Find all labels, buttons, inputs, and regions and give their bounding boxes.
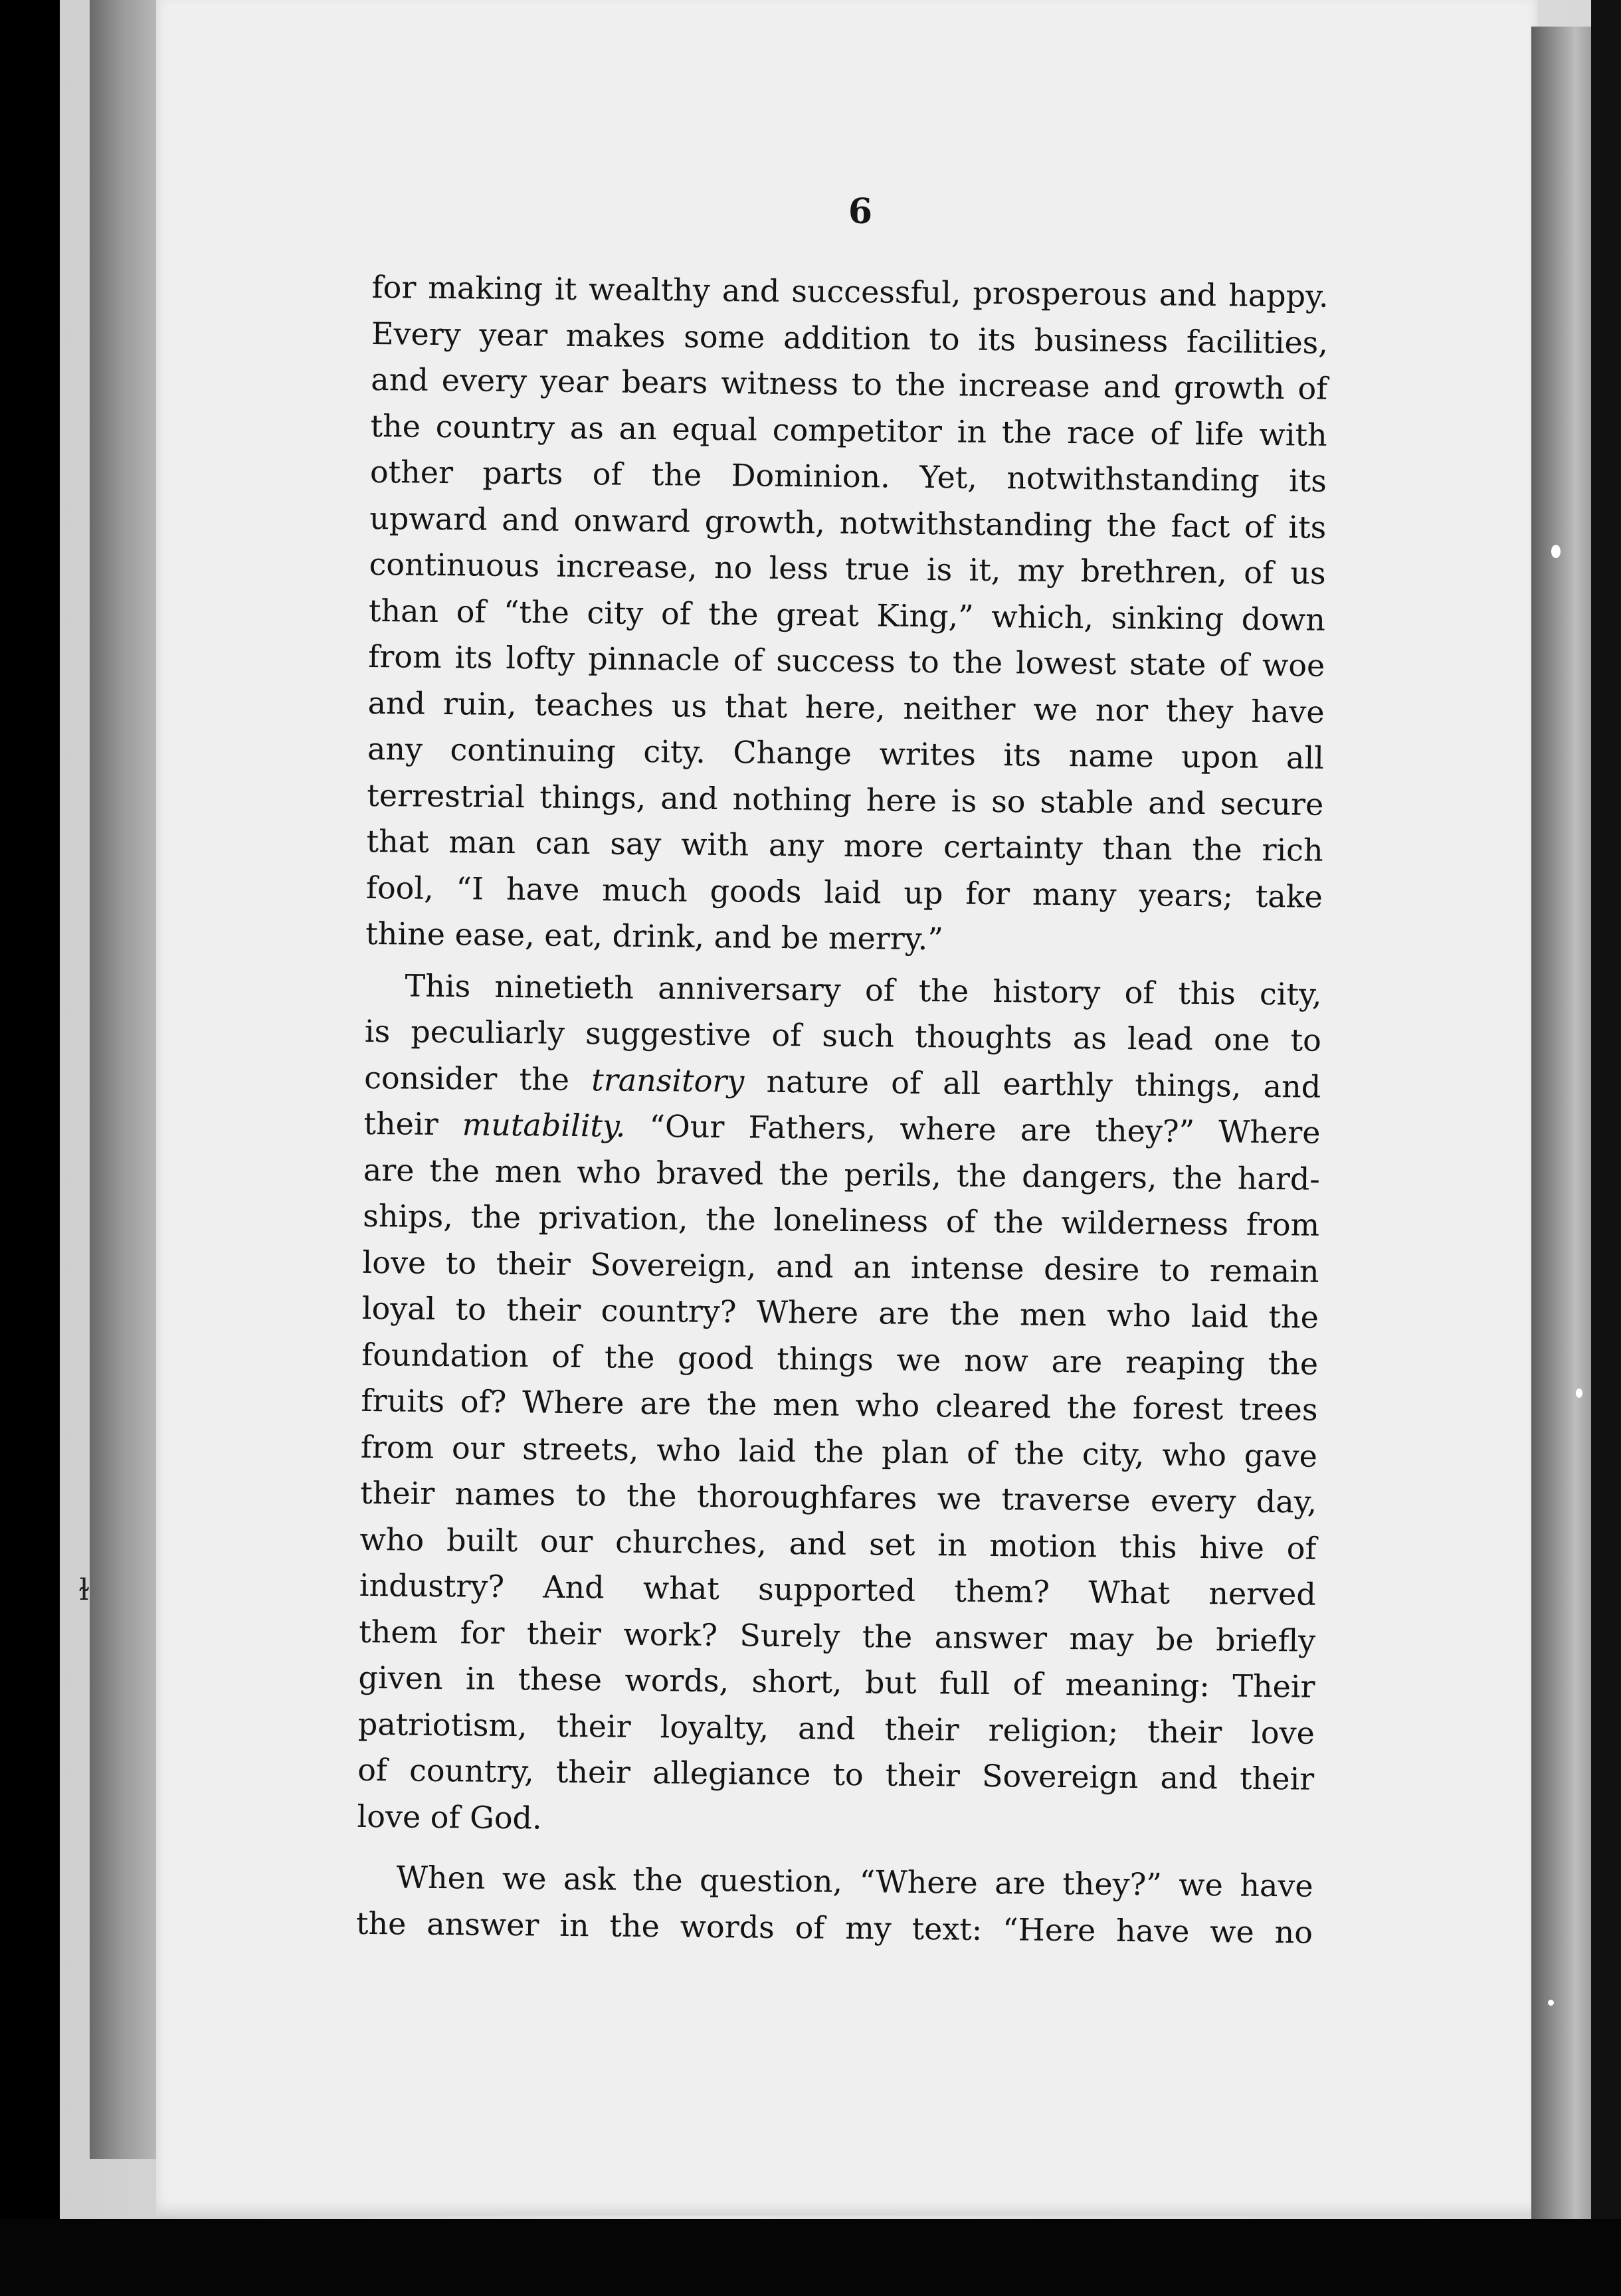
text-line [356, 1900, 1313, 1955]
text-run: for making it wealthy and successful, prosperous and happy. [371, 268, 1329, 314]
text-run: patriotism, their loyalty, and their religion; their love [357, 1705, 1315, 1751]
text-run: the country as an equal competitor in the race of life with [370, 407, 1327, 453]
text-run: and every year bears witness to the increase and growth of [371, 361, 1328, 407]
text-line [370, 449, 1327, 504]
text-line [357, 1747, 1315, 1802]
text-line [366, 818, 1323, 874]
text-line [368, 634, 1325, 689]
left-gutter-shadow [90, 0, 163, 2159]
text-run: “Our Fathers, where are they?” Where [625, 1107, 1321, 1151]
dust-speck [1551, 545, 1561, 558]
right-dark-edge [1591, 0, 1621, 2296]
text-run: love of God. [357, 1798, 542, 1836]
page-number: 6 [848, 191, 873, 232]
margin-mark: ɫ [78, 1573, 90, 1607]
text-run: upward and onward growth, notwithstanding the fact of its [369, 500, 1327, 545]
text-line [363, 1101, 1321, 1156]
text-run: This ninetieth anniversary of the history of this city, [405, 967, 1322, 1012]
text-line [363, 1193, 1320, 1248]
text-run: consider the [363, 1059, 592, 1098]
text-run: fruits of? Where are the men who cleared the forest trees [361, 1382, 1318, 1428]
text-run: nature of all earthly things, and [744, 1062, 1321, 1105]
text-run: loyal to their country? Where are the men who laid the [361, 1290, 1319, 1335]
paragraph [365, 264, 1329, 966]
paragraph [357, 962, 1322, 1848]
text-run: is peculiarly suggestive of such thoughts as lead one to [364, 1012, 1322, 1058]
text-run: ships, the privation, the loneliness of the wilderness from [362, 1197, 1320, 1243]
text-run: terrestrial things, and nothing here is so stable and secure [367, 777, 1324, 822]
body-text [356, 264, 1329, 1956]
text-run: than of “the city of the great King,” which, sinking down [368, 592, 1326, 638]
text-run: industry? And what supported them? What nerved [359, 1567, 1317, 1612]
text-run: any continuing city. Change writes its name upon all [367, 730, 1325, 776]
text-line [369, 541, 1326, 597]
text-line [365, 911, 1323, 966]
text-run: thine ease, eat, drink, and be merry.” [365, 915, 944, 957]
dust-speck [1548, 2000, 1554, 2006]
text-run: are the men who braved the perils, the dangers, the hard- [363, 1151, 1321, 1197]
text-line [356, 1854, 1313, 1909]
text-line [358, 1655, 1315, 1710]
text-line [359, 1563, 1317, 1618]
text-run: their names to the thoroughfares we traverse every day, [359, 1474, 1317, 1520]
text-run: foundation of the good things we now are reaping the [361, 1336, 1319, 1382]
text-run: continuous increase, no less true is it, my brethren, of us [369, 545, 1326, 591]
text-run: who built our churches, and set in motion this hive of [359, 1521, 1317, 1567]
text-run: fool, “I have much goods laid up for many years; take [365, 869, 1323, 915]
italic-text: mutability. [462, 1106, 626, 1144]
text-line [365, 1008, 1322, 1064]
text-line [371, 357, 1328, 412]
text-run: from its lofty pinnacle of success to the lowest state of woe [368, 638, 1325, 684]
text-line [367, 726, 1325, 781]
paragraph [356, 1854, 1313, 1956]
text-run: Every year makes some addition to its business facilities, [371, 315, 1329, 361]
text-run: and ruin, teaches us that here, neither we nor they have [367, 684, 1325, 730]
text-run: When we ask the question, “Where are they?” we have [396, 1859, 1313, 1904]
text-run: of country, their allegiance to their Sovereign and their [357, 1751, 1315, 1797]
dust-speck [1576, 1388, 1582, 1398]
text-run: from our streets, who laid the plan of the city, who gave [360, 1428, 1318, 1474]
italic-text: transitory [591, 1061, 745, 1099]
text-line [361, 1378, 1318, 1433]
text-line [362, 1286, 1319, 1341]
bottom-dark-strip [0, 2219, 1621, 2296]
text-run: love to their Sovereign, and an intense desire to remain [362, 1244, 1319, 1290]
text-run: their [363, 1105, 462, 1143]
text-line [360, 1470, 1317, 1525]
text-run: them for their work? Surely the answer may be briefly [358, 1613, 1316, 1659]
text-run: that man can say with any more certainty than the rich [366, 822, 1323, 868]
text-line [357, 1793, 1314, 1848]
text-line [371, 264, 1329, 320]
text-run: other parts of the Dominion. Yet, notwithstanding its [369, 453, 1327, 499]
text-run: given in these words, short, but full of meaning: Their [358, 1659, 1315, 1705]
text-run: the answer in the words of my text: “Here have we no [355, 1905, 1313, 1951]
right-binding-edge [1531, 27, 1594, 2246]
